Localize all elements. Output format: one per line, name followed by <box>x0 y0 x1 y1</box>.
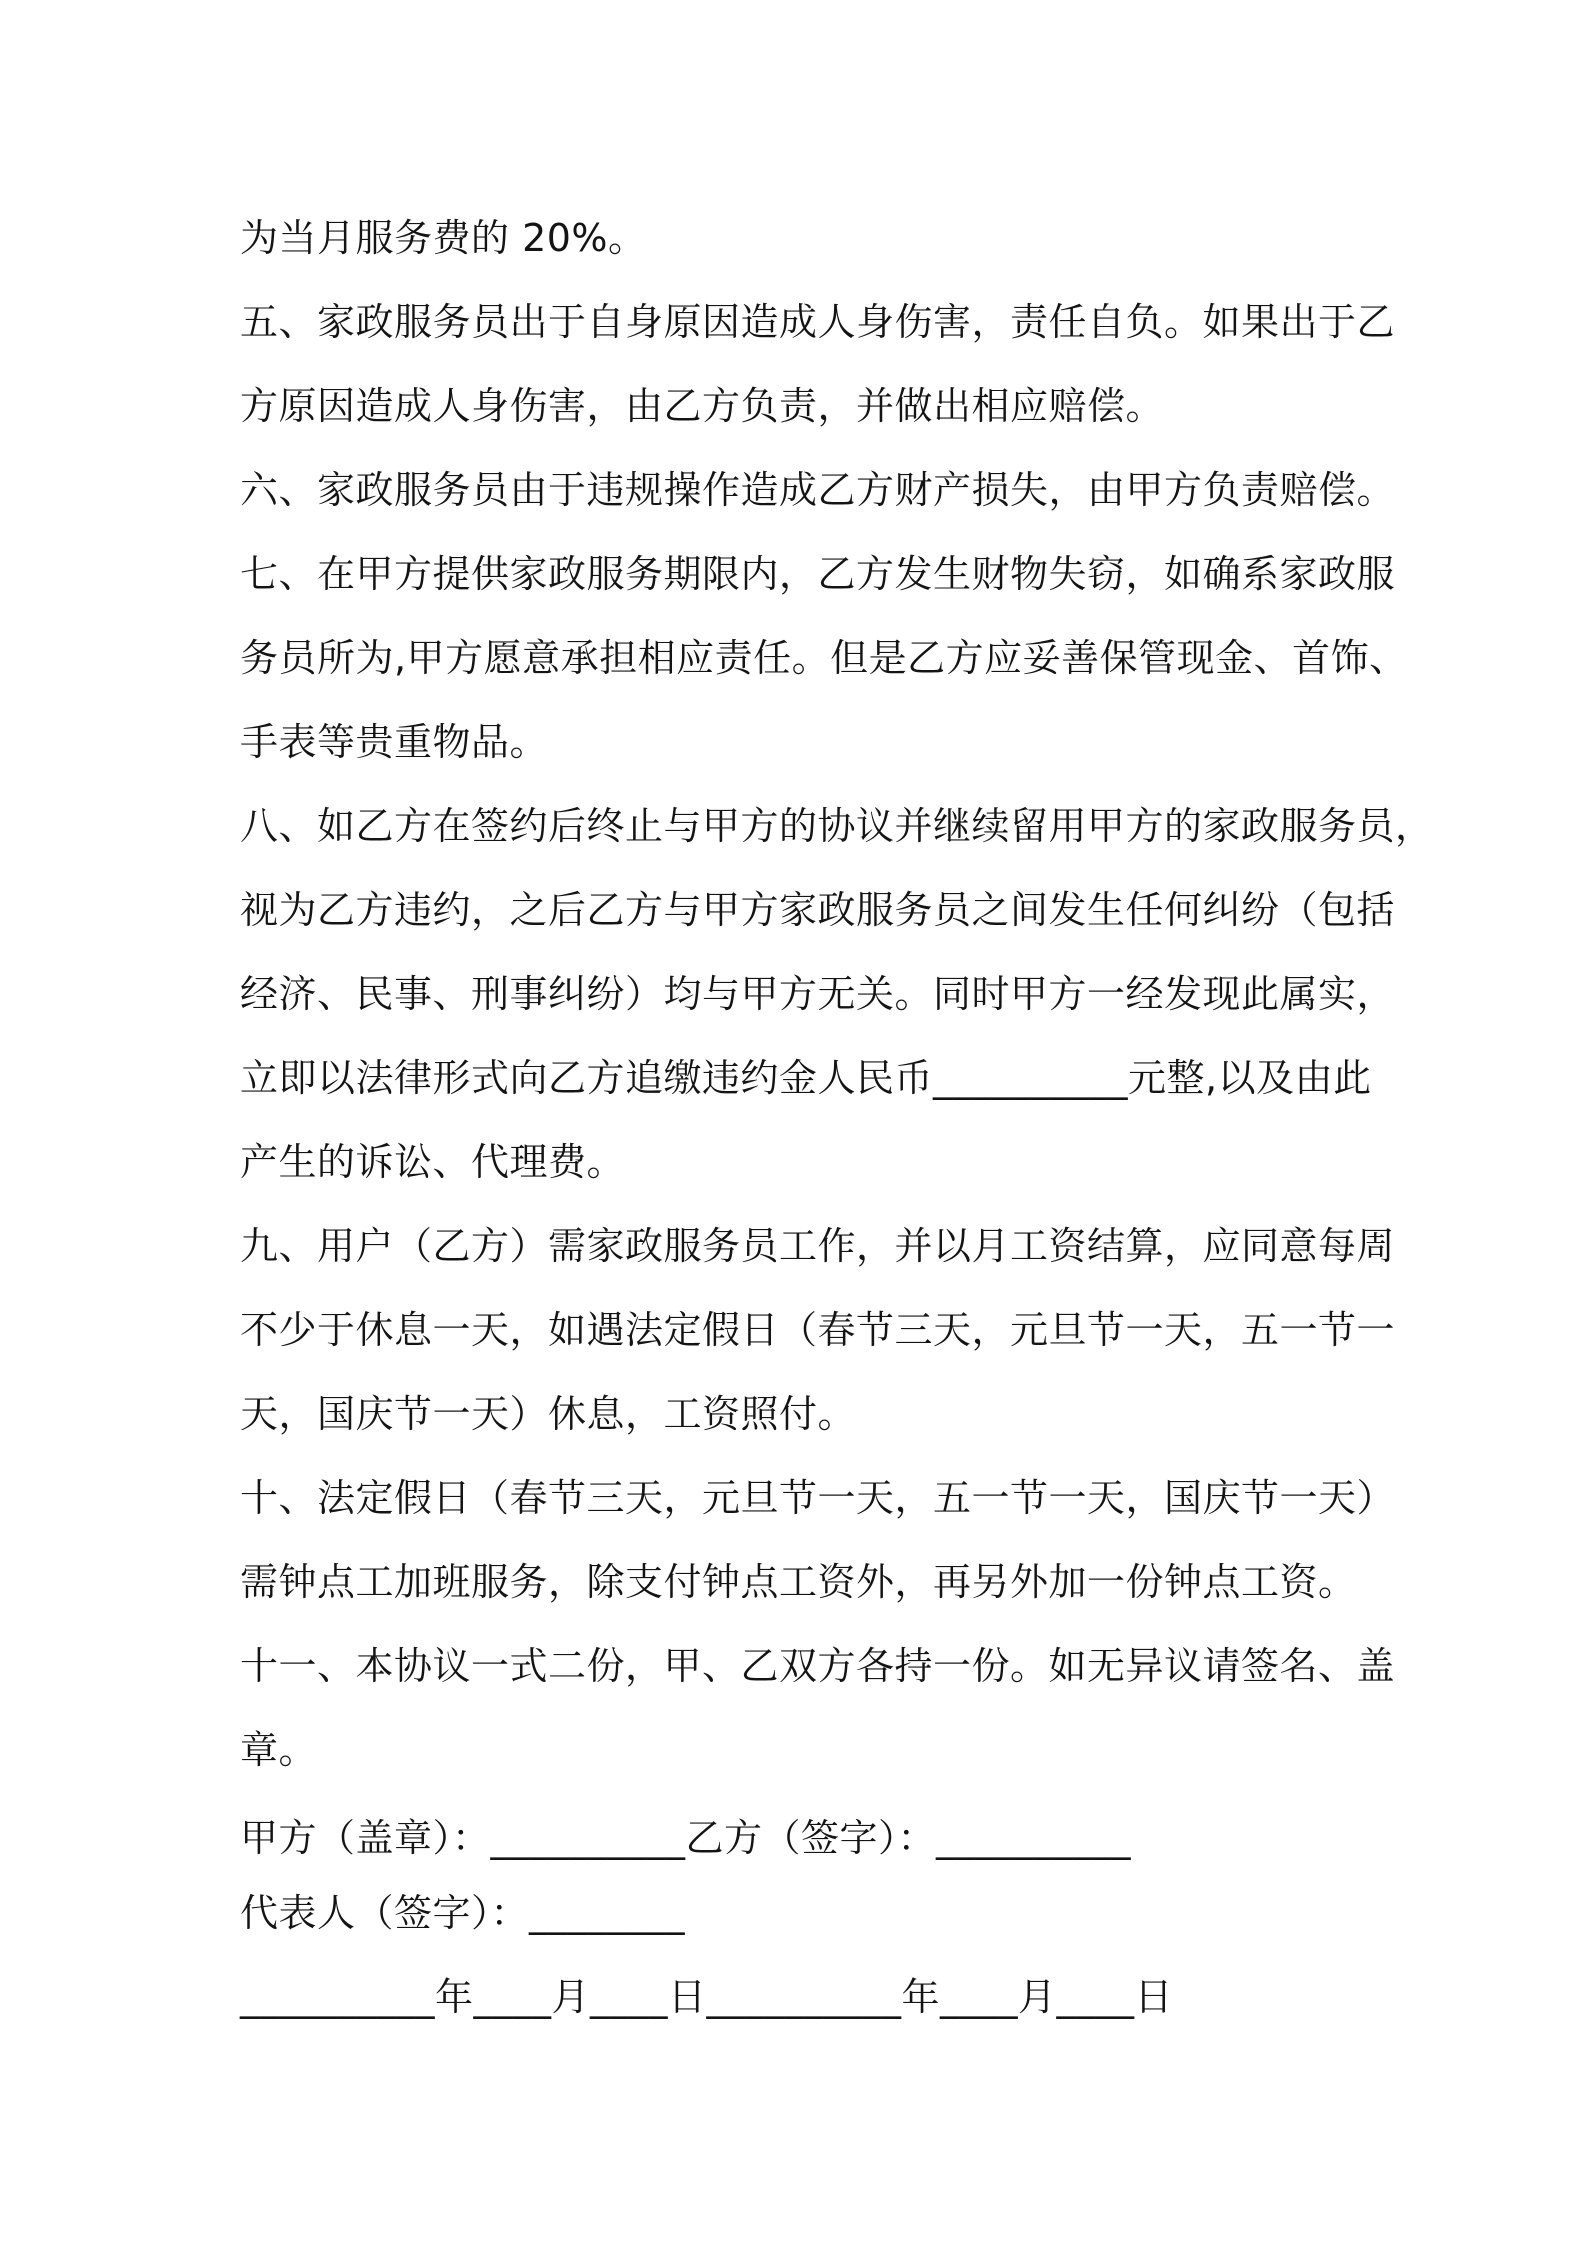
clause-line: 十、法定假日（春节三天，元旦节一天，五一节一天，国庆节一天） <box>240 1476 1396 1520</box>
clause-line: 方原因造成人身伤害，由乙方负责，并做出相应赔偿。 <box>240 384 1165 428</box>
clause-line: 务员所为,甲方愿意承担相应责任。但是乙方应妥善保管现金、首饰、 <box>240 636 1408 680</box>
contract-clauses <box>240 196 1434 1792</box>
clause-line: 章。 <box>240 1728 318 1772</box>
clause-line: 天，国庆节一天）休息，工资照付。 <box>240 1392 857 1436</box>
clause-line: 经济、民事、刑事纠纷）均与甲方无关。同时甲方一经发现此属实， <box>240 972 1396 1016</box>
clause-line: 手表等贵重物品。 <box>240 720 549 764</box>
clause-line: 五、家政服务员出于自身原因造成人身伤害，责任自负。如果出于乙 <box>240 300 1396 344</box>
representative-signature-line: 代表人（签字）：________ <box>240 1891 686 1935</box>
clause-line: 七、在甲方提供家政服务期限内，乙方发生财物失窃，如确系家政服 <box>240 552 1396 596</box>
clause-line: 视为乙方违约，之后乙方与甲方家政服务员之间发生任何纠纷（包括 <box>240 888 1396 932</box>
signature-block <box>240 1802 1360 2042</box>
document-page <box>240 196 1434 2042</box>
clause-line: 产生的诉讼、代理费。 <box>240 1140 626 1184</box>
clause-line: 八、如乙方在签约后终止与甲方的协议并继续留用甲方的家政服务员， <box>240 804 1434 848</box>
clause-line: 需钟点工加班服务，除支付钟点工资外，再另外加一份钟点工资。 <box>240 1560 1357 1604</box>
clause-line: 立即以法律形式向乙方追缴违约金人民币__________元整,以及由此 <box>240 1056 1372 1100</box>
clause-line: 十一、本协议一式二份，甲、乙双方各持一份。如无异议请签名、盖 <box>240 1644 1396 1688</box>
clause-line: 九、用户（乙方）需家政服务员工作，并以月工资结算，应同意每周 <box>240 1224 1396 1268</box>
party-signature-line: 甲方（盖章）：__________乙方（签字）：__________ <box>240 1816 1132 1860</box>
clause-line: 不少于休息一天，如遇法定假日（春节三天，元旦节一天，五一节一 <box>240 1308 1396 1352</box>
date-line: __________年____月____日__________年____月____日 <box>240 1975 1174 2019</box>
clause-line: 为当月服务费的 20%。 <box>240 216 647 260</box>
clause-line: 六、家政服务员由于违规操作造成乙方财产损失，由甲方负责赔偿。 <box>240 468 1396 512</box>
